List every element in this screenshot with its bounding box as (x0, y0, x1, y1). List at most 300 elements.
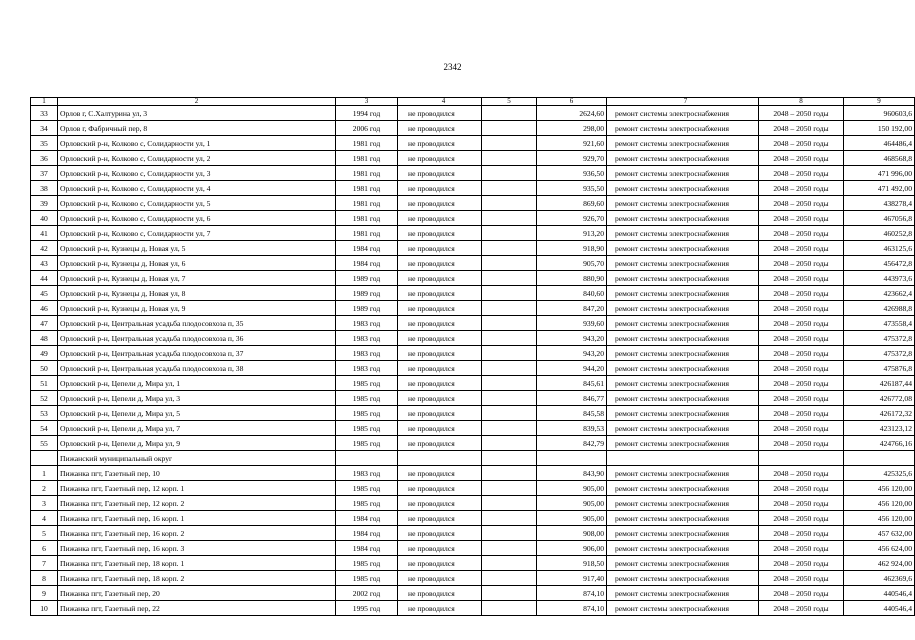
table-cell: 33 (31, 106, 58, 121)
table-cell: Орловский р-н, Цепели д, Мира ул, 1 (58, 376, 336, 391)
table-cell: 1985 год (336, 376, 398, 391)
table-cell: ремонт системы электроснабжения (607, 361, 759, 376)
table-cell: 2048 – 2050 годы (759, 256, 844, 271)
table-row (31, 166, 915, 181)
table-cell: Пижанка пгт, Газетный пер, 12 корп. 1 (58, 481, 336, 496)
table-cell: 475372,8 (844, 346, 915, 361)
table-cell: не проводился (398, 286, 482, 301)
column-number-cell: 3 (336, 98, 398, 106)
table-row (31, 181, 915, 196)
table-cell: 460252,8 (844, 226, 915, 241)
table-cell: 880,90 (537, 271, 607, 286)
table-row (31, 286, 915, 301)
table-cell: не проводился (398, 331, 482, 346)
table-cell: Пижанка пгт, Газетный пер, 16 корп. 3 (58, 541, 336, 556)
table-cell (482, 196, 537, 211)
table-cell: 905,00 (537, 496, 607, 511)
table-cell: 423662,4 (844, 286, 915, 301)
table-cell: не проводился (398, 511, 482, 526)
table-cell: 462 924,00 (844, 556, 915, 571)
table-cell: ремонт системы электроснабжения (607, 301, 759, 316)
table-cell: Орловский р-н, Колково с, Солидарности ул, 1 (58, 136, 336, 151)
table-cell (482, 601, 537, 616)
table-cell: 2624,60 (537, 106, 607, 121)
table-row (31, 196, 915, 211)
table-cell: Пижанка пгт, Газетный пер, 18 корп. 2 (58, 571, 336, 586)
table-cell: 2048 – 2050 годы (759, 226, 844, 241)
table-cell: 1983 год (336, 346, 398, 361)
table-cell: Пижанка пгт, Газетный пер, 22 (58, 601, 336, 616)
table-cell (482, 436, 537, 451)
table-cell: не проводился (398, 466, 482, 481)
table-cell (482, 271, 537, 286)
section-row (31, 451, 915, 466)
table-cell: 471 492,00 (844, 181, 915, 196)
table-cell: 2048 – 2050 годы (759, 241, 844, 256)
table-cell: не проводился (398, 571, 482, 586)
table-cell: Орловский р-н, Цепели д, Мира ул, 7 (58, 421, 336, 436)
table-cell: Пижанка пгт, Газетный пер, 12 корп. 2 (58, 496, 336, 511)
table-cell: 874,10 (537, 586, 607, 601)
table-cell: 1 (31, 466, 58, 481)
table-cell: 2048 – 2050 годы (759, 436, 844, 451)
table-cell: Орловский р-н, Центральная усадьба плодосовхоза п, 37 (58, 346, 336, 361)
table-row (31, 346, 915, 361)
table-cell: 1985 год (336, 571, 398, 586)
table-row (31, 511, 915, 526)
table-cell: 47 (31, 316, 58, 331)
table-cell (482, 286, 537, 301)
table-cell: ремонт системы электроснабжения (607, 421, 759, 436)
table-cell: 944,20 (537, 361, 607, 376)
table-cell: 2048 – 2050 годы (759, 526, 844, 541)
table-cell (482, 151, 537, 166)
table-cell: Орловский р-н, Цепели д, Мира ул, 9 (58, 436, 336, 451)
table-cell: Орловский р-н, Колково с, Солидарности ул, 6 (58, 211, 336, 226)
table-cell (482, 121, 537, 136)
table-cell (482, 391, 537, 406)
table-cell: 473558,4 (844, 316, 915, 331)
table-cell: 475372,8 (844, 331, 915, 346)
table-cell: 842,79 (537, 436, 607, 451)
table-cell: ремонт системы электроснабжения (607, 166, 759, 181)
table-row (31, 256, 915, 271)
table-cell: 1985 год (336, 481, 398, 496)
table-cell: Пижанка пгт, Газетный пер, 20 (58, 586, 336, 601)
table-cell: ремонт системы электроснабжения (607, 376, 759, 391)
table-cell (482, 361, 537, 376)
table-cell: Пижанка пгт, Газетный пер, 18 корп. 1 (58, 556, 336, 571)
table-cell: 456 624,00 (844, 541, 915, 556)
column-number-cell: 2 (58, 98, 336, 106)
table-cell (482, 466, 537, 481)
table-cell: 1981 год (336, 226, 398, 241)
table-cell: не проводился (398, 586, 482, 601)
table-row (31, 541, 915, 556)
table-cell: ремонт системы электроснабжения (607, 181, 759, 196)
table-row (31, 391, 915, 406)
table-cell: 3 (31, 496, 58, 511)
repair-schedule-table (30, 97, 915, 616)
table-cell: 1981 год (336, 211, 398, 226)
table-cell: 456 120,00 (844, 481, 915, 496)
table-cell: 426988,8 (844, 301, 915, 316)
table-cell: 462369,6 (844, 571, 915, 586)
table-cell: 2048 – 2050 годы (759, 106, 844, 121)
table-row (31, 106, 915, 121)
table-cell: 935,50 (537, 181, 607, 196)
table-cell: 1995 год (336, 601, 398, 616)
table-row (31, 421, 915, 436)
table-cell: 2048 – 2050 годы (759, 286, 844, 301)
table-cell: 6 (31, 541, 58, 556)
table-cell: 150 192,00 (844, 121, 915, 136)
table-cell: 906,00 (537, 541, 607, 556)
table-cell: 443973,6 (844, 271, 915, 286)
column-number-cell: 9 (844, 98, 915, 106)
table-cell: 298,00 (537, 121, 607, 136)
table-row (31, 271, 915, 286)
table-cell: не проводился (398, 481, 482, 496)
table-cell: не проводился (398, 526, 482, 541)
table-cell (482, 211, 537, 226)
table-cell: ремонт системы электроснабжения (607, 556, 759, 571)
table-cell (482, 376, 537, 391)
table-cell: ремонт системы электроснабжения (607, 106, 759, 121)
table-cell: не проводился (398, 106, 482, 121)
table-cell: 840,60 (537, 286, 607, 301)
table-cell: не проводился (398, 346, 482, 361)
table-cell: Орловский р-н, Центральная усадьба плодосовхоза п, 35 (58, 316, 336, 331)
table-cell (482, 451, 537, 466)
table-cell: 1985 год (336, 436, 398, 451)
table-cell: 37 (31, 166, 58, 181)
table-cell: 1984 год (336, 241, 398, 256)
table-row (31, 571, 915, 586)
table-cell: 1984 год (336, 256, 398, 271)
column-number-row (31, 98, 915, 106)
page-number: 2342 (443, 62, 462, 72)
table-row (31, 331, 915, 346)
table-cell: 2048 – 2050 годы (759, 571, 844, 586)
table-cell: 869,60 (537, 196, 607, 211)
table-cell: 2006 год (336, 121, 398, 136)
table-cell: 1985 год (336, 421, 398, 436)
table-row (31, 376, 915, 391)
table-cell: 908,00 (537, 526, 607, 541)
table-cell: 918,90 (537, 241, 607, 256)
table-cell: 4 (31, 511, 58, 526)
table-cell: Орлов г, С.Халтурина ул, 3 (58, 106, 336, 121)
table-cell (482, 256, 537, 271)
table-cell: 918,50 (537, 556, 607, 571)
table-cell: ремонт системы электроснабжения (607, 316, 759, 331)
table-cell: ремонт системы электроснабжения (607, 271, 759, 286)
table-cell: не проводился (398, 376, 482, 391)
table-cell (482, 166, 537, 181)
table-cell: 1981 год (336, 196, 398, 211)
table-cell: 2048 – 2050 годы (759, 346, 844, 361)
table-cell: 424766,16 (844, 436, 915, 451)
table-cell: не проводился (398, 391, 482, 406)
table-cell (482, 541, 537, 556)
table-cell: 36 (31, 151, 58, 166)
table-cell: ремонт системы электроснабжения (607, 601, 759, 616)
table-cell: 1984 год (336, 511, 398, 526)
table-cell: 2048 – 2050 годы (759, 331, 844, 346)
table-cell (482, 241, 537, 256)
table-cell: не проводился (398, 226, 482, 241)
table-cell: 845,61 (537, 376, 607, 391)
table-cell (482, 106, 537, 121)
table-cell: 2048 – 2050 годы (759, 601, 844, 616)
table-cell: 467056,8 (844, 211, 915, 226)
table-row (31, 241, 915, 256)
table-cell: 1983 год (336, 466, 398, 481)
table-cell: 917,40 (537, 571, 607, 586)
table-cell: ремонт системы электроснабжения (607, 136, 759, 151)
table-cell: 1981 год (336, 136, 398, 151)
table-row (31, 361, 915, 376)
table-cell: Орловский р-н, Цепели д, Мира ул, 5 (58, 406, 336, 421)
table-cell: 440546,4 (844, 586, 915, 601)
table-cell (482, 316, 537, 331)
table-cell: 2048 – 2050 годы (759, 481, 844, 496)
table-cell: 2048 – 2050 годы (759, 556, 844, 571)
table-cell: Орловский р-н, Кузнецы д, Новая ул, 9 (58, 301, 336, 316)
table-cell: 41 (31, 226, 58, 241)
table-cell: не проводился (398, 496, 482, 511)
table-cell: 5 (31, 526, 58, 541)
table-cell: 2 (31, 481, 58, 496)
table-cell: 1983 год (336, 316, 398, 331)
table-row (31, 586, 915, 601)
table-cell: 1985 год (336, 406, 398, 421)
table-cell (482, 511, 537, 526)
table-cell: 1981 год (336, 181, 398, 196)
table-row (31, 556, 915, 571)
table-cell (607, 451, 759, 466)
table-cell: 847,20 (537, 301, 607, 316)
table-cell: 1983 год (336, 361, 398, 376)
table-cell: 1981 год (336, 151, 398, 166)
table-cell: 2048 – 2050 годы (759, 301, 844, 316)
table-cell: ремонт системы электроснабжения (607, 346, 759, 361)
table-cell: Орловский р-н, Кузнецы д, Новая ул, 6 (58, 256, 336, 271)
table-cell: не проводился (398, 601, 482, 616)
table-cell: ремонт системы электроснабжения (607, 511, 759, 526)
table-cell (844, 451, 915, 466)
table-cell: не проводился (398, 151, 482, 166)
table-row (31, 526, 915, 541)
table-cell: 39 (31, 196, 58, 211)
column-number-cell: 6 (537, 98, 607, 106)
table-cell: ремонт системы электроснабжения (607, 196, 759, 211)
table-cell: не проводился (398, 436, 482, 451)
table-cell: ремонт системы электроснабжения (607, 331, 759, 346)
table-cell: 2048 – 2050 годы (759, 496, 844, 511)
table-cell: не проводился (398, 181, 482, 196)
table-cell: ремонт системы электроснабжения (607, 121, 759, 136)
table-cell: 45 (31, 286, 58, 301)
table-cell (482, 526, 537, 541)
table-cell (759, 451, 844, 466)
table-cell: Орлов г, Фабричный пер, 8 (58, 121, 336, 136)
table-cell: 960603,6 (844, 106, 915, 121)
table-cell: Орловский р-н, Кузнецы д, Новая ул, 5 (58, 241, 336, 256)
table-cell: 1989 год (336, 286, 398, 301)
table-cell: 2048 – 2050 годы (759, 211, 844, 226)
table-cell: 2048 – 2050 годы (759, 376, 844, 391)
table-cell: не проводился (398, 301, 482, 316)
table-cell: 943,20 (537, 346, 607, 361)
table-row (31, 481, 915, 496)
table-row (31, 211, 915, 226)
table-cell: Орловский р-н, Центральная усадьба плодосовхоза п, 38 (58, 361, 336, 376)
table-cell (398, 451, 482, 466)
table-cell: 471 996,00 (844, 166, 915, 181)
table-cell: ремонт системы электроснабжения (607, 466, 759, 481)
table-cell: ремонт системы электроснабжения (607, 586, 759, 601)
table-cell: 1989 год (336, 301, 398, 316)
table-cell: 38 (31, 181, 58, 196)
table-cell: 34 (31, 121, 58, 136)
table-cell: Орловский р-н, Колково с, Солидарности ул, 7 (58, 226, 336, 241)
table-cell: не проводился (398, 121, 482, 136)
table-cell: Орловский р-н, Центральная усадьба плодосовхоза п, 36 (58, 331, 336, 346)
table-cell (482, 496, 537, 511)
table-cell: ремонт системы электроснабжения (607, 391, 759, 406)
table-cell: 1983 год (336, 331, 398, 346)
table-cell (482, 346, 537, 361)
table-cell: не проводился (398, 316, 482, 331)
table-cell (482, 481, 537, 496)
table-cell: не проводился (398, 556, 482, 571)
table-cell (482, 331, 537, 346)
table-row (31, 601, 915, 616)
table-cell: 55 (31, 436, 58, 451)
table-cell (537, 451, 607, 466)
table-cell: 936,50 (537, 166, 607, 181)
table-cell: 49 (31, 346, 58, 361)
table-cell: не проводился (398, 361, 482, 376)
table-cell: ремонт системы электроснабжения (607, 256, 759, 271)
table-cell (482, 181, 537, 196)
table-cell: 10 (31, 601, 58, 616)
table-cell: 926,70 (537, 211, 607, 226)
table-cell (482, 586, 537, 601)
table-cell: не проводился (398, 406, 482, 421)
table-row (31, 406, 915, 421)
table-cell: 1985 год (336, 496, 398, 511)
table-cell (482, 556, 537, 571)
table-cell: 426772,08 (844, 391, 915, 406)
table-cell: 456 120,00 (844, 511, 915, 526)
table-cell: 939,60 (537, 316, 607, 331)
table-row (31, 316, 915, 331)
table-row (31, 301, 915, 316)
table-cell: 1984 год (336, 541, 398, 556)
table-cell: ремонт системы электроснабжения (607, 481, 759, 496)
table-cell: 2048 – 2050 годы (759, 406, 844, 421)
table-cell: Орловский р-н, Колково с, Солидарности ул, 3 (58, 166, 336, 181)
table-cell: ремонт системы электроснабжения (607, 211, 759, 226)
table-cell: 2048 – 2050 годы (759, 181, 844, 196)
table-cell: 43 (31, 256, 58, 271)
table-cell: 845,58 (537, 406, 607, 421)
table-cell: 46 (31, 301, 58, 316)
table-cell: 929,70 (537, 151, 607, 166)
table-cell: 843,90 (537, 466, 607, 481)
table-cell: 2048 – 2050 годы (759, 361, 844, 376)
table-cell: 839,53 (537, 421, 607, 436)
table-cell (31, 451, 58, 466)
table-cell: 44 (31, 271, 58, 286)
table-row (31, 496, 915, 511)
table-cell: 2048 – 2050 годы (759, 196, 844, 211)
column-number-cell: 1 (31, 98, 58, 106)
table-cell: не проводился (398, 421, 482, 436)
column-number-cell: 5 (482, 98, 537, 106)
table-cell: 7 (31, 556, 58, 571)
table-cell (482, 571, 537, 586)
table-cell: Пижанка пгт, Газетный пер, 16 корп. 2 (58, 526, 336, 541)
table-cell: ремонт системы электроснабжения (607, 496, 759, 511)
table-cell: Орловский р-н, Цепели д, Мира ул, 3 (58, 391, 336, 406)
table-cell: 9 (31, 586, 58, 601)
table-cell: 1984 год (336, 526, 398, 541)
table-row (31, 226, 915, 241)
table-cell: 426172,32 (844, 406, 915, 421)
table-row (31, 151, 915, 166)
table-cell: не проводился (398, 196, 482, 211)
table-cell: 905,70 (537, 256, 607, 271)
column-number-cell: 7 (607, 98, 759, 106)
table-cell: 905,00 (537, 481, 607, 496)
table-cell: ремонт системы электроснабжения (607, 436, 759, 451)
table-cell: 53 (31, 406, 58, 421)
table-cell: Пижанский муниципальный округ (58, 451, 336, 466)
table-cell: Орловский р-н, Кузнецы д, Новая ул, 7 (58, 271, 336, 286)
table-cell: ремонт системы электроснабжения (607, 541, 759, 556)
table-cell: 2048 – 2050 годы (759, 121, 844, 136)
table-cell: 51 (31, 376, 58, 391)
table-cell: Пижанка пгт, Газетный пер, 10 (58, 466, 336, 481)
table-cell: 456 120,00 (844, 496, 915, 511)
table-cell: Пижанка пгт, Газетный пер, 16 корп. 1 (58, 511, 336, 526)
table-cell: 468568,8 (844, 151, 915, 166)
table-cell (482, 226, 537, 241)
table-cell: 2002 год (336, 586, 398, 601)
table-cell: 8 (31, 571, 58, 586)
table-cell: 2048 – 2050 годы (759, 271, 844, 286)
column-number-cell: 4 (398, 98, 482, 106)
table-cell: 921,60 (537, 136, 607, 151)
table-cell: 2048 – 2050 годы (759, 391, 844, 406)
table-cell: 48 (31, 331, 58, 346)
table-cell: Орловский р-н, Колково с, Солидарности ул, 5 (58, 196, 336, 211)
table-cell: Орловский р-н, Колково с, Солидарности ул, 4 (58, 181, 336, 196)
table-cell: 943,20 (537, 331, 607, 346)
table-cell: 874,10 (537, 601, 607, 616)
table-cell: ремонт системы электроснабжения (607, 241, 759, 256)
table-cell (482, 136, 537, 151)
table-cell: 457 632,00 (844, 526, 915, 541)
table-cell: 40 (31, 211, 58, 226)
table-cell: не проводился (398, 241, 482, 256)
table-cell: 1981 год (336, 166, 398, 181)
table-cell: 456472,8 (844, 256, 915, 271)
